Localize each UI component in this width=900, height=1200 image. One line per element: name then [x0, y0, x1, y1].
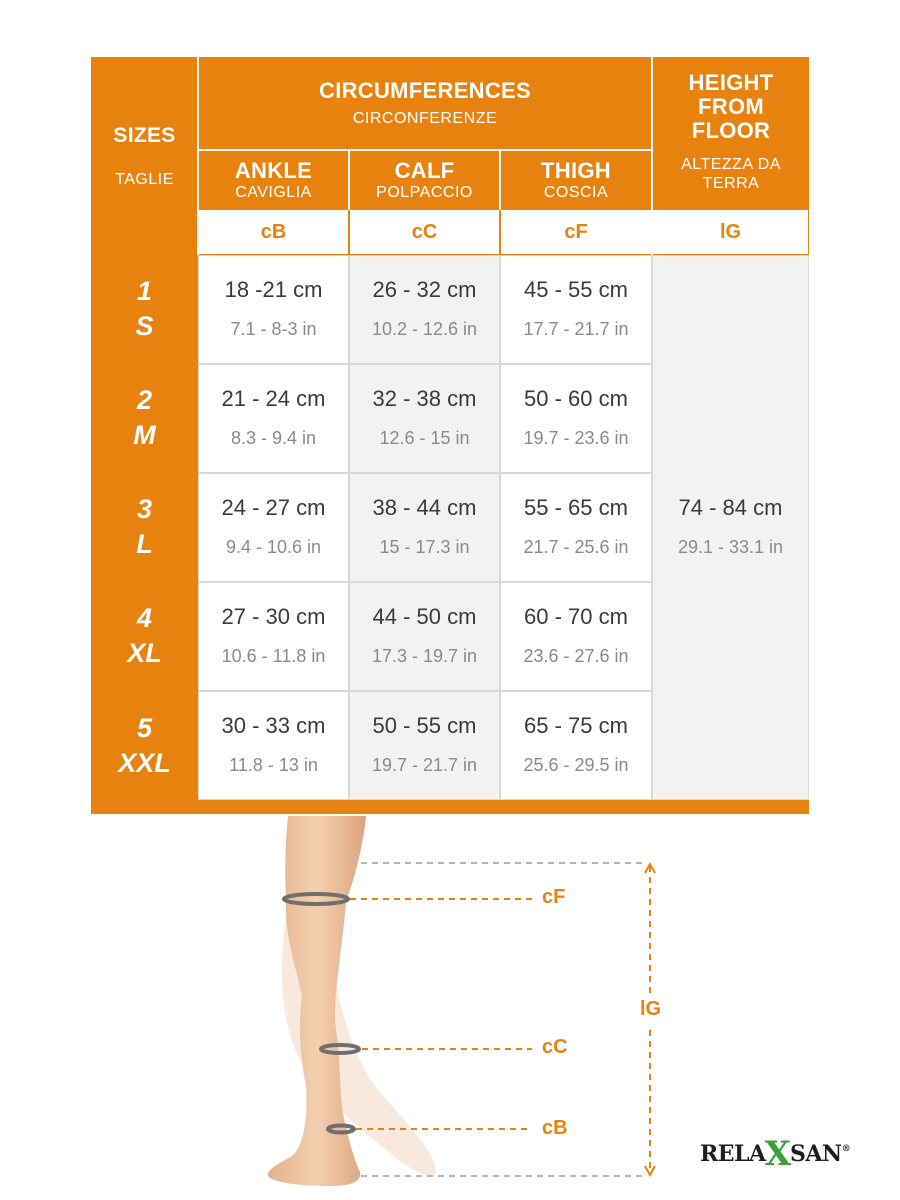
table-cell-ankle [199, 583, 348, 690]
height-title-line1: HEIGHT [688, 70, 774, 95]
circumferences-header [199, 57, 651, 149]
size-letter: XXL [118, 747, 171, 778]
inch-value: 12.6 - 15 in [379, 428, 470, 448]
table-cell-calf [350, 256, 499, 363]
code-cell-thigh: cF [501, 210, 651, 254]
altezza-title-line1: ALTEZZA DA [681, 156, 781, 173]
circonferenze-title: CIRCONFERENZE [352, 109, 498, 127]
table-cell-ankle [199, 692, 348, 799]
cm-value: 50 - 60 cm [524, 386, 628, 411]
table-cell-thigh [501, 365, 651, 472]
table-cell-ankle [199, 365, 348, 472]
height-title-line2: FROM [698, 94, 764, 119]
inch-value: 25.6 - 29.5 in [523, 755, 629, 775]
cm-value: 65 - 75 cm [524, 713, 628, 738]
size-letter: S [135, 311, 154, 341]
size-letter: M [133, 420, 156, 450]
inch-value: 10.2 - 12.6 in [371, 319, 478, 339]
size-number: 4 [136, 603, 153, 633]
cm-value: 44 - 50 cm [372, 604, 477, 629]
size-cell-3 [91, 473, 198, 581]
column-header-ankle [199, 151, 348, 210]
inch-value: 23.6 - 27.6 in [523, 646, 629, 666]
sizes-header [91, 57, 198, 255]
cm-value: 74 - 84 cm [678, 495, 783, 520]
table-cell-calf [350, 583, 499, 690]
inch-value: 19.7 - 23.6 in [523, 428, 629, 448]
inch-value: 17.7 - 21.7 in [523, 319, 629, 339]
size-cell-5 [91, 691, 198, 800]
size-number: 3 [136, 494, 153, 524]
table-cell-calf [350, 692, 499, 799]
inch-value: 8.3 - 9.4 in [230, 428, 317, 448]
size-letter: L [136, 529, 153, 559]
column-header-thigh [501, 151, 651, 210]
cm-value: 21 - 24 cm [221, 386, 326, 411]
inch-value: 17.3 - 19.7 in [371, 646, 478, 666]
size-letter: XL [127, 638, 162, 668]
table-cell-thigh [501, 474, 651, 581]
cm-value: 24 - 27 cm [221, 495, 326, 520]
height-title-line3: FLOOR [691, 118, 771, 143]
brand-x-mark: X [764, 1134, 791, 1174]
thigh-title: THIGH [541, 158, 611, 183]
height-header [653, 57, 809, 210]
caviglia-title: CAVIGLIA [235, 184, 312, 201]
cm-value: 45 - 55 cm [524, 277, 628, 302]
cm-value: 60 - 70 cm [524, 604, 628, 629]
size-number: 1 [136, 276, 153, 306]
table-cell-calf [350, 365, 499, 472]
inch-value: 29.1 - 33.1 in [677, 537, 784, 557]
cm-value: 50 - 55 cm [372, 713, 477, 738]
code-cell-calf: cC [350, 210, 499, 254]
inch-value: 7.1 - 8-3 in [230, 319, 317, 339]
code-cell-height: lG [653, 210, 808, 254]
size-cell-1 [91, 255, 198, 363]
table-cell-calf [350, 474, 499, 581]
taglie-title: TAGLIE [115, 170, 174, 188]
table-cell-thigh [501, 583, 651, 690]
table-cell-ankle [199, 256, 348, 363]
code-cell-ankle: cB [199, 210, 348, 254]
leg-diagram [250, 816, 700, 1200]
sizes-title: SIZES [113, 123, 176, 147]
cm-value: 30 - 33 cm [221, 713, 326, 738]
calf-title: CALF [394, 158, 455, 183]
inch-value: 19.7 - 21.7 in [371, 755, 478, 775]
inch-value: 10.6 - 11.8 in [221, 646, 326, 666]
cm-value: 38 - 44 cm [372, 495, 477, 520]
size-cell-2 [91, 364, 198, 472]
inch-value: 15 - 17.3 in [379, 537, 470, 557]
ankle-title: ANKLE [234, 158, 313, 183]
coscia-title: COSCIA [543, 184, 609, 201]
cm-value: 18 -21 cm [224, 277, 323, 302]
size-cell-4 [91, 582, 198, 690]
altezza-title-line2: TERRA [702, 175, 760, 192]
cm-value: 55 - 65 cm [524, 495, 628, 520]
table-cell-thigh [501, 256, 651, 363]
inch-value: 11.8 - 13 in [229, 755, 318, 775]
table-cell-ankle [199, 474, 348, 581]
cm-value: 27 - 30 cm [221, 604, 326, 629]
brand-text-left: RELA [700, 1141, 766, 1167]
label-lg: lG [640, 998, 662, 1020]
label-cb: cB [542, 1117, 568, 1139]
size-number: 5 [136, 712, 153, 743]
label-cf: cF [542, 886, 566, 908]
circumferences-title: CIRCUMFERENCES [319, 77, 531, 103]
inch-value: 9.4 - 10.6 in [225, 537, 322, 557]
cm-value: 26 - 32 cm [372, 277, 477, 302]
brand-logo [700, 1136, 851, 1172]
table-cell-height [653, 256, 808, 799]
cm-value: 32 - 38 cm [372, 386, 477, 411]
table-bottom-border [91, 800, 809, 814]
polpaccio-title: POLPACCIO [376, 184, 473, 201]
registered-mark: ® [841, 1144, 851, 1154]
table-cell-thigh [501, 692, 651, 799]
brand-text-right: SAN [789, 1141, 842, 1167]
size-number: 2 [136, 385, 153, 415]
inch-value: 21.7 - 25.6 in [523, 537, 629, 557]
column-header-calf [350, 151, 499, 210]
label-cc: cC [542, 1036, 568, 1058]
